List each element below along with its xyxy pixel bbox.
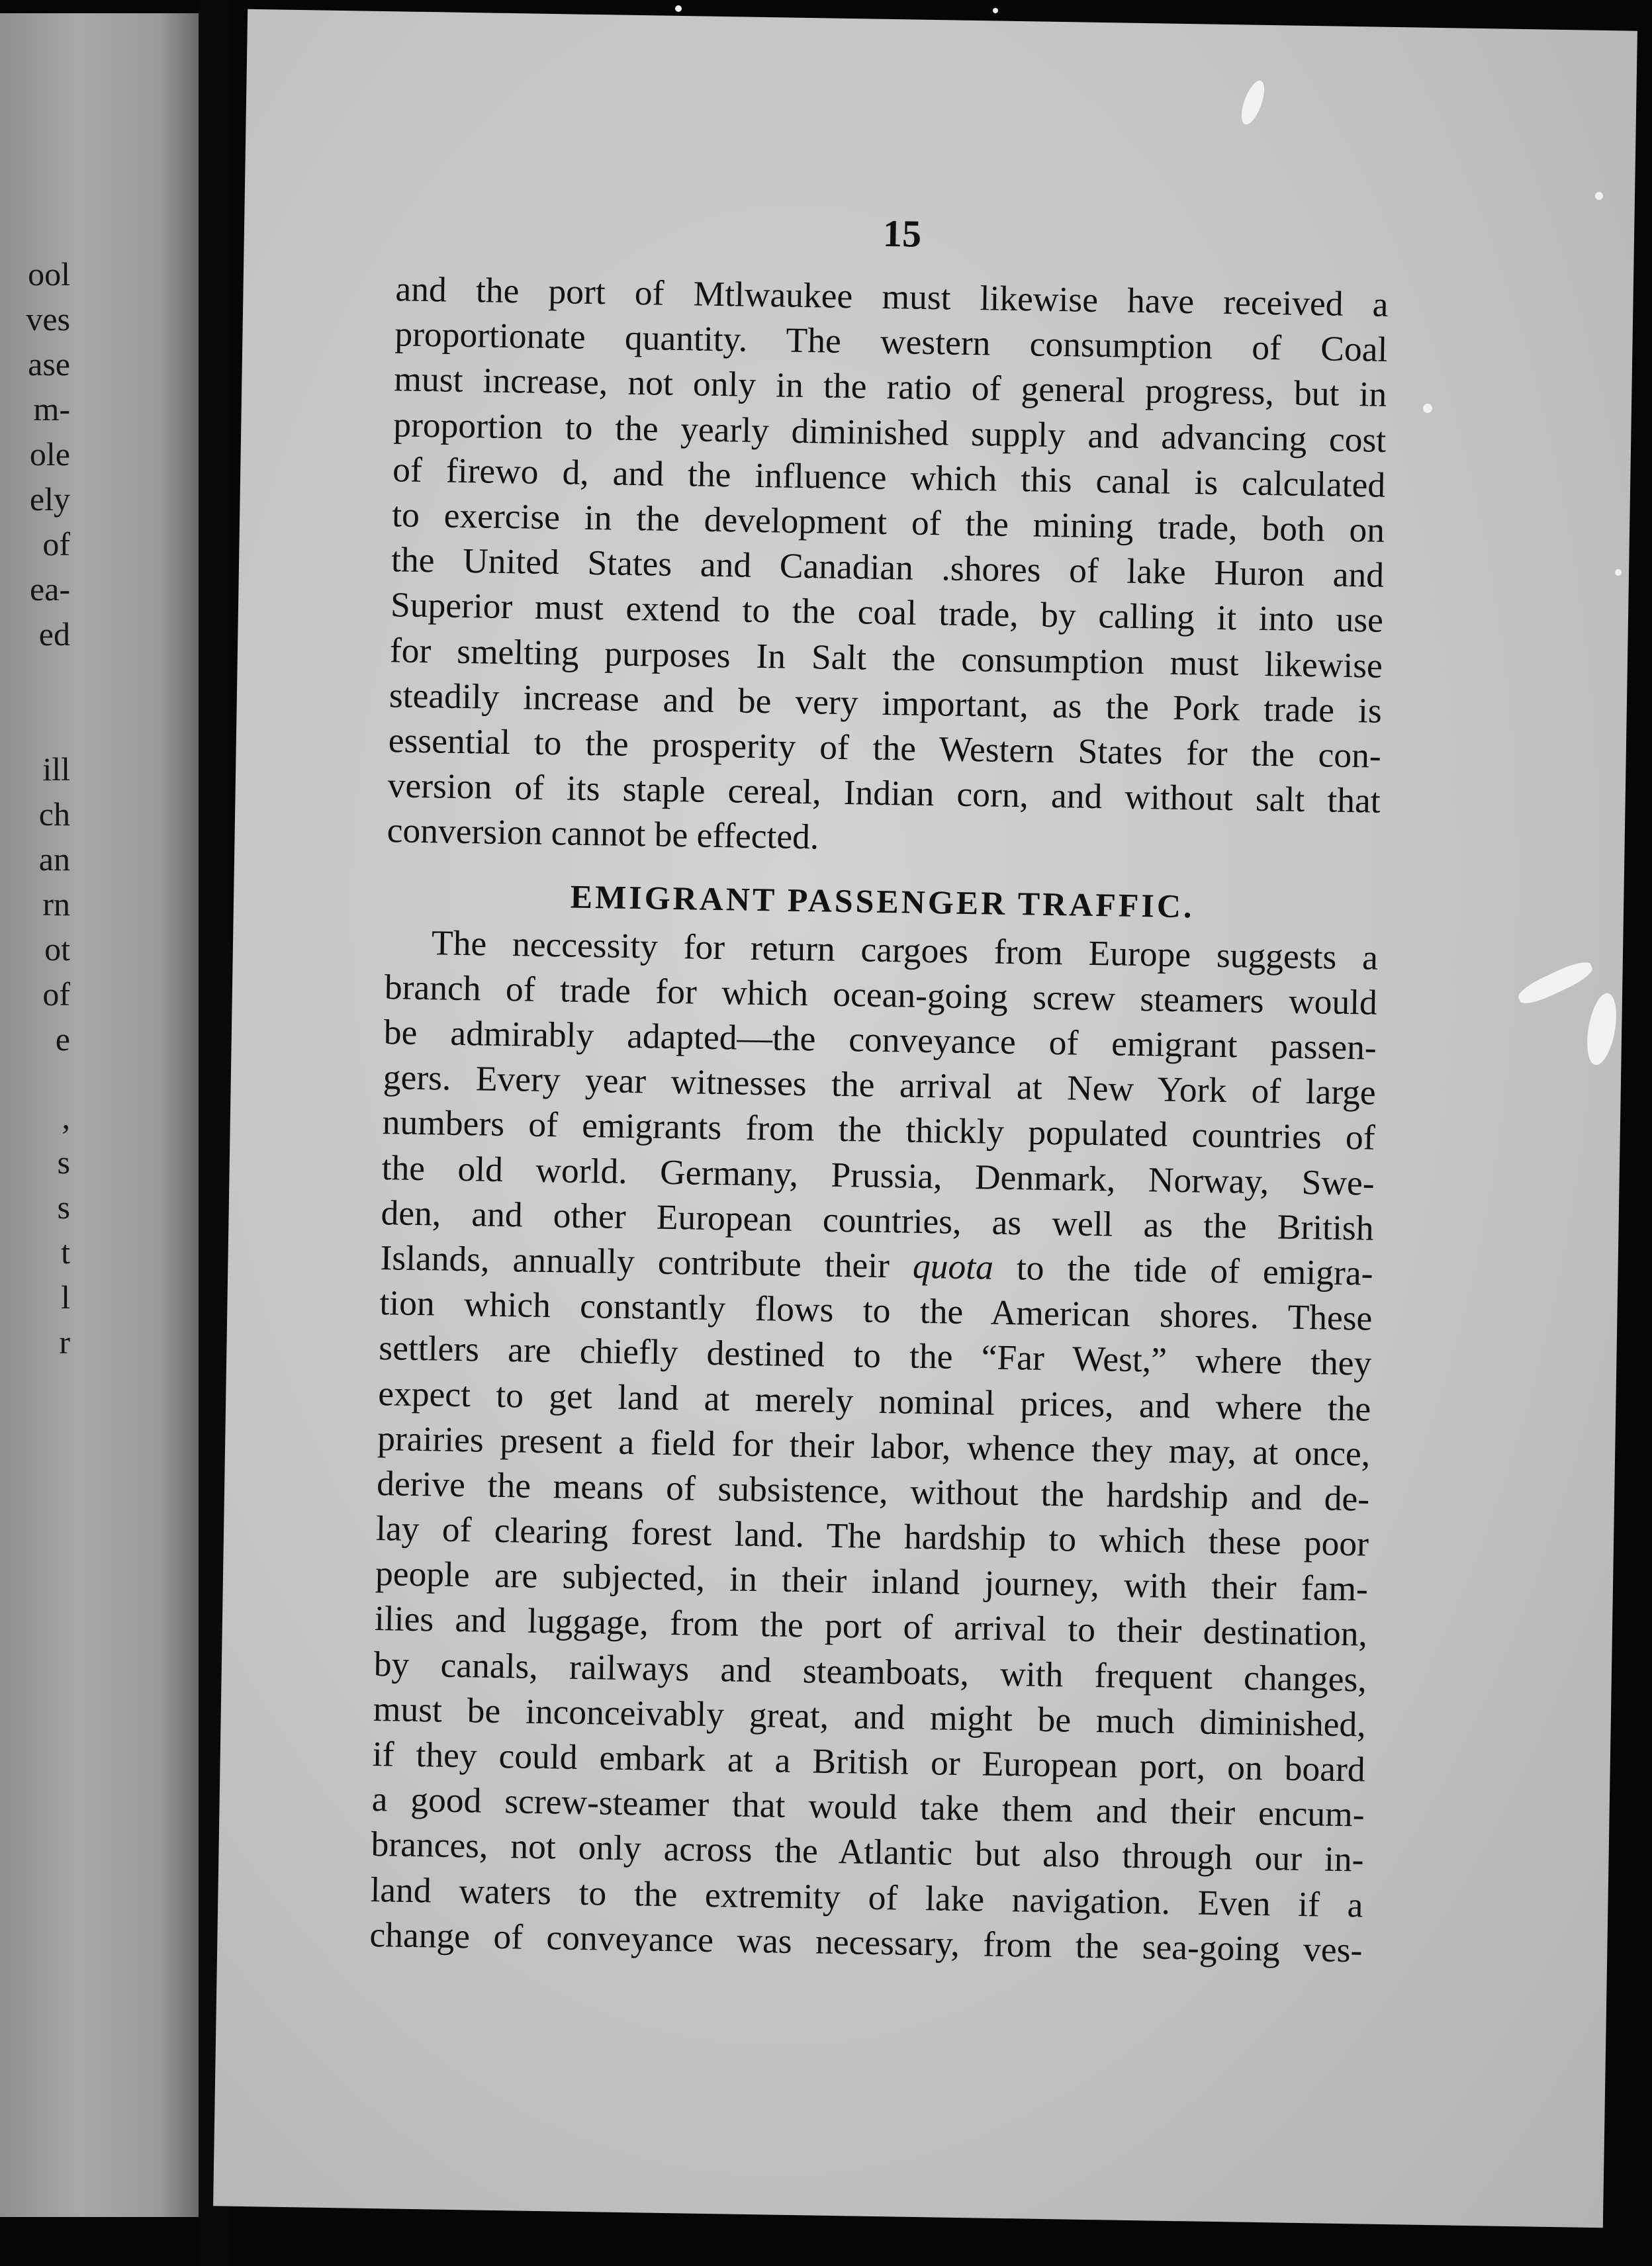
text-line: by canals, railways and steamboats, with frequent changes, <box>373 1643 1367 1700</box>
text-line: proportionate quantity. The western consumption of Coal <box>394 314 1388 370</box>
text-fragment: Islands, annually contribute their <box>380 1238 890 1286</box>
scan-speck <box>1595 192 1603 200</box>
left-fragment: ool <box>28 255 70 293</box>
text-line: if they could embark at a British or European port, on board <box>372 1734 1366 1790</box>
left-fragment: ely <box>29 480 70 518</box>
left-fragment: of <box>42 525 70 563</box>
text-line: proportion to the yearly diminished supply and advancing cost <box>392 404 1387 460</box>
page-number: 15 <box>882 211 922 255</box>
main-page <box>213 9 1637 2228</box>
text-line: brances, not only across the Atlantic but also through our in- <box>371 1824 1364 1880</box>
left-fragment: s <box>57 1144 70 1181</box>
text-line: settlers are chiefly destined to the “Far West,” where they <box>378 1328 1372 1383</box>
text-line: must be inconceivably great, and might be much diminished, <box>373 1688 1367 1745</box>
text-line: branch of trade for which ocean-going screw steamers would <box>384 966 1378 1022</box>
text-line: the old world. Germany, Prussia, Denmark, Norway, Swe- <box>381 1147 1375 1203</box>
section-heading: EMIGRANT PASSENGER TRAFFIC. <box>570 878 1195 925</box>
italic-word: quota <box>912 1246 994 1287</box>
scan-speck <box>993 8 998 13</box>
text-line: must increase, not only in the ratio of general progress, but in <box>393 359 1387 415</box>
text-line: derive the means of subsistence, without the hardship and de- <box>376 1463 1370 1519</box>
left-fragment: , <box>62 1099 70 1136</box>
left-fragment: an <box>38 840 70 878</box>
text-line: essential to the prosperity of the Western States for the con- <box>388 720 1382 776</box>
left-fragment: ill <box>42 750 70 788</box>
left-fragment: ea- <box>29 570 70 608</box>
left-page-text-fragments <box>0 251 79 1365</box>
text-line: of firewo d, and the influence which this canal is calculated <box>392 449 1386 505</box>
text-line: gers. Every year witnesses the arrival at New York of large <box>383 1057 1377 1112</box>
left-fragment: t <box>61 1234 70 1271</box>
left-fragment: ch <box>38 795 70 833</box>
text-line: lay of clearing forest land. The hardship to which these poor <box>375 1508 1369 1564</box>
page-body-text <box>369 266 1389 1972</box>
left-fragment: e <box>55 1020 70 1058</box>
left-fragment: rn <box>42 885 70 923</box>
text-line: The neccessity for return cargoes from Europe suggests a <box>431 922 1379 977</box>
left-fragment: ole <box>29 435 70 473</box>
left-fragment: ed <box>38 615 70 653</box>
left-facing-page <box>0 13 199 2217</box>
text-line: prairies present a field for their labor, whence they may, at once, <box>377 1418 1371 1474</box>
left-fragment: of <box>42 975 70 1013</box>
left-fragment: ves <box>26 300 70 338</box>
left-fragment: ot <box>44 930 70 968</box>
text-line: to exercise in the development of the mining trade, both on <box>391 494 1385 550</box>
text-line: be admirably adapted—the conveyance of emigrant passen- <box>383 1012 1377 1067</box>
paragraph-emigrant-traffic <box>369 919 1378 1973</box>
scan-speck <box>675 5 682 12</box>
paragraph-coal-salt <box>387 266 1389 868</box>
left-fragment: m- <box>33 390 70 428</box>
text-line: ilies and luggage, from the port of arrival to their destination, <box>374 1598 1368 1654</box>
text-line: numbers of emigrants from the thickly populated countries of <box>382 1102 1376 1158</box>
text-line: version of its staple cereal, Indian corn, and without salt that <box>387 765 1381 821</box>
text-line: people are subjected, in their inland journey, with their fam- <box>375 1553 1369 1609</box>
text-line: for smelting purposes In Salt the consumption must likewise <box>389 629 1383 686</box>
text-line: a good screw-steamer that would take them and their encum- <box>371 1779 1365 1835</box>
text-fragment: to the tide of emigra- <box>1016 1247 1373 1293</box>
text-line: den, and other European countries, as well as the British <box>381 1192 1374 1248</box>
scan-speck <box>1615 569 1622 576</box>
text-line: expect to get land at merely nominal prices, and where the <box>377 1373 1371 1429</box>
left-fragment: l <box>61 1279 70 1316</box>
left-fragment: ase <box>28 345 70 383</box>
left-fragment: r <box>59 1324 70 1361</box>
left-fragment: s <box>57 1189 70 1226</box>
text-line: Superior must extend to the coal trade, by calling it into use <box>390 584 1384 641</box>
text-line: conversion cannot be effected. <box>387 810 819 857</box>
text-line: land waters to the extremity of lake navigation. Even if a <box>370 1869 1363 1925</box>
text-line: the United States and Canadian .shores of lake Huron and <box>390 539 1385 595</box>
text-line: steadily increase and be very important, as the Pork trade is <box>389 674 1383 731</box>
text-line: tion which constantly flows to the American shores. These <box>379 1283 1373 1338</box>
scan-speck <box>1423 404 1432 413</box>
text-line: and the port of Mtlwaukee must likewise have received a <box>395 269 1389 324</box>
text-line: change of conveyance was necessary, from the sea-going ves- <box>369 1914 1363 1970</box>
